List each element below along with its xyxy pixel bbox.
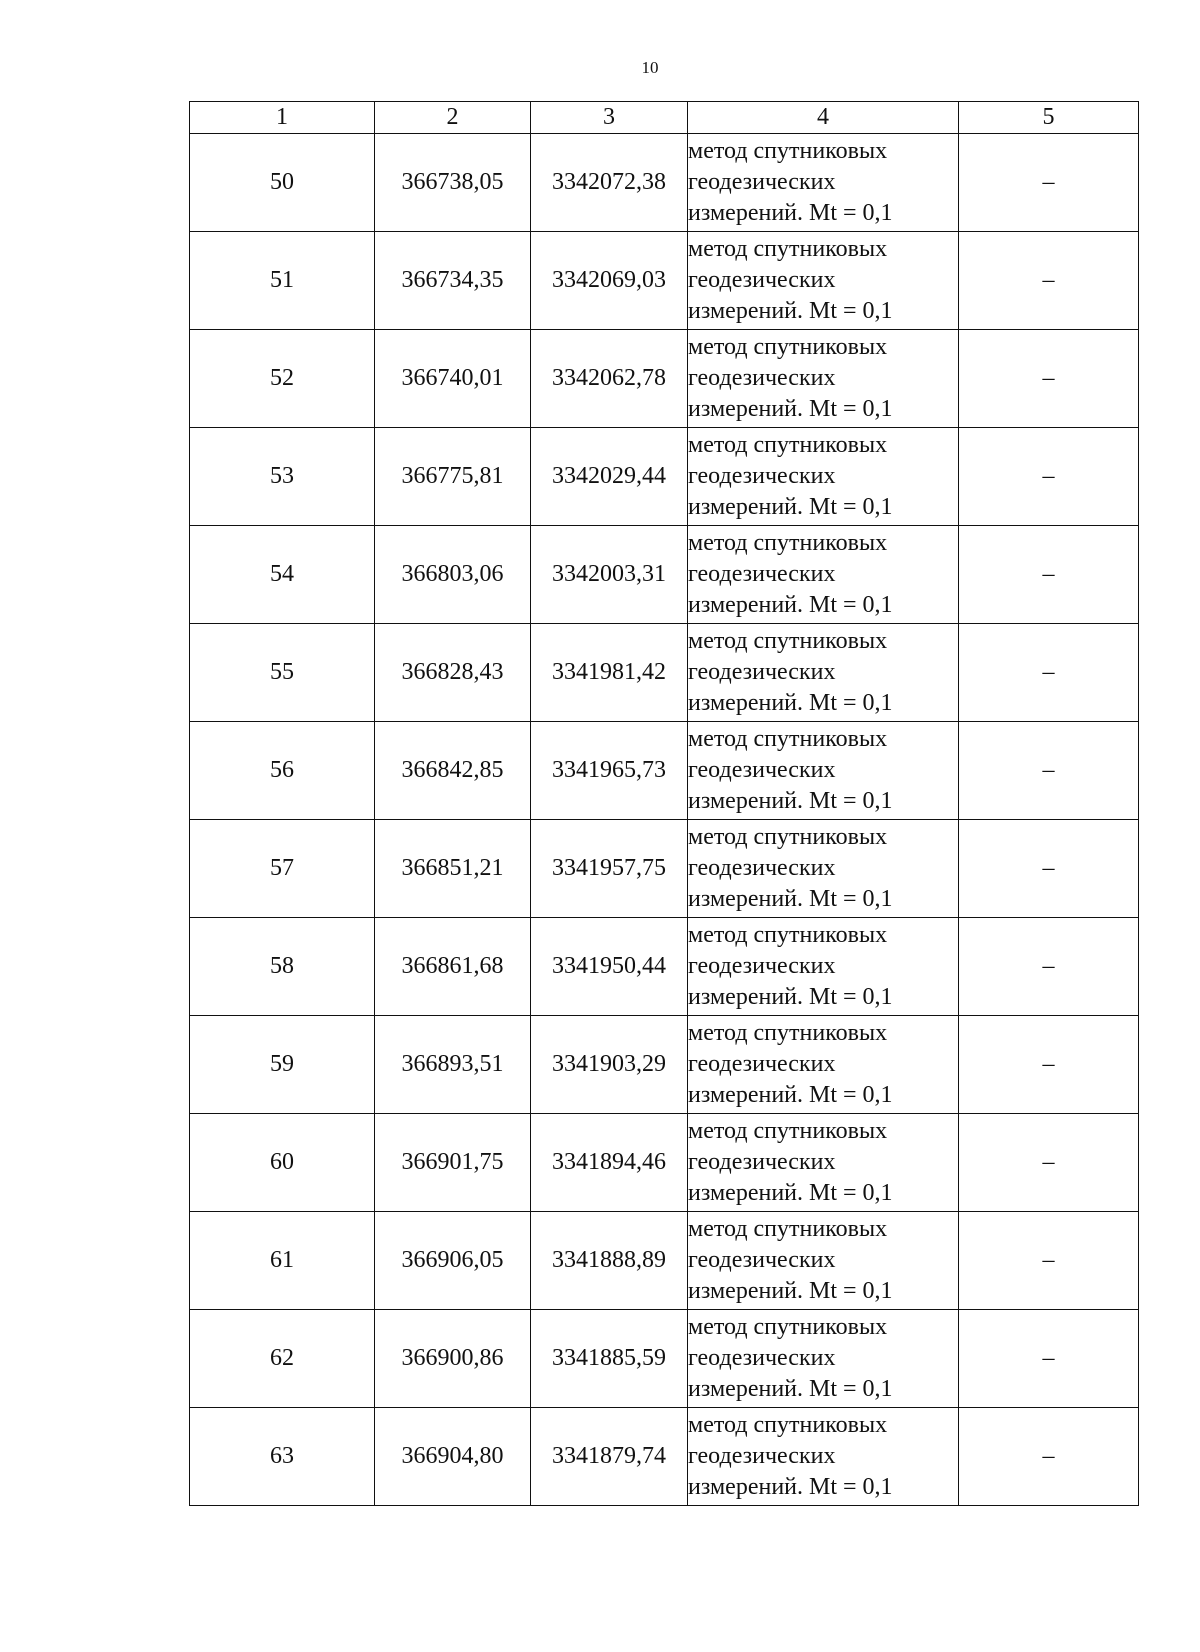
note-cell: – <box>959 134 1139 232</box>
method-text-line: геодезических <box>688 561 836 587</box>
method-text-line: измерений. Mt = 0,1 <box>688 592 893 618</box>
method-text-line: метод спутниковых <box>688 1216 888 1242</box>
table-row <box>190 1310 1139 1408</box>
y-coordinate-cell: 3341894,46 <box>531 1114 688 1212</box>
method-text-line: геодезических <box>688 1247 836 1273</box>
x-coordinate-cell: 366900,86 <box>375 1310 531 1408</box>
method-text-line: метод спутниковых <box>688 1412 888 1438</box>
point-number-cell: 51 <box>190 232 375 330</box>
method-cell <box>688 428 959 526</box>
point-number-cell: 54 <box>190 526 375 624</box>
y-coordinate-cell: 3341888,89 <box>531 1212 688 1310</box>
point-number-cell: 57 <box>190 820 375 918</box>
point-number-cell: 52 <box>190 330 375 428</box>
x-coordinate-cell: 366775,81 <box>375 428 531 526</box>
point-number-cell: 55 <box>190 624 375 722</box>
point-number-cell: 53 <box>190 428 375 526</box>
column-header: 2 <box>375 102 531 134</box>
x-coordinate-cell: 366851,21 <box>375 820 531 918</box>
method-cell <box>688 232 959 330</box>
method-text-line: геодезических <box>688 365 836 391</box>
method-text-line: геодезических <box>688 1149 836 1175</box>
method-text-line: измерений. Mt = 0,1 <box>688 1180 893 1206</box>
method-cell <box>688 330 959 428</box>
x-coordinate-cell: 366738,05 <box>375 134 531 232</box>
method-text-line: геодезических <box>688 267 836 293</box>
x-coordinate-cell: 366740,01 <box>375 330 531 428</box>
note-cell: – <box>959 330 1139 428</box>
method-cell <box>688 1114 959 1212</box>
table-row <box>190 428 1139 526</box>
note-cell: – <box>959 1114 1139 1212</box>
column-header: 3 <box>531 102 688 134</box>
method-cell <box>688 820 959 918</box>
table-row <box>190 1016 1139 1114</box>
table-row <box>190 722 1139 820</box>
x-coordinate-cell: 366893,51 <box>375 1016 531 1114</box>
x-coordinate-cell: 366734,35 <box>375 232 531 330</box>
point-number-cell: 62 <box>190 1310 375 1408</box>
y-coordinate-cell: 3341903,29 <box>531 1016 688 1114</box>
y-coordinate-cell: 3341981,42 <box>531 624 688 722</box>
method-text-line: метод спутниковых <box>688 628 888 654</box>
x-coordinate-cell: 366803,06 <box>375 526 531 624</box>
note-cell: – <box>959 1310 1139 1408</box>
method-text-line: измерений. Mt = 0,1 <box>688 1082 893 1108</box>
note-cell: – <box>959 722 1139 820</box>
column-header: 4 <box>688 102 959 134</box>
table-row <box>190 134 1139 232</box>
point-number-cell: 63 <box>190 1408 375 1506</box>
method-text-line: метод спутниковых <box>688 922 888 948</box>
method-text-line: измерений. Mt = 0,1 <box>688 200 893 226</box>
point-number-cell: 59 <box>190 1016 375 1114</box>
x-coordinate-cell: 366906,05 <box>375 1212 531 1310</box>
method-text-line: метод спутниковых <box>688 236 888 262</box>
point-number-cell: 60 <box>190 1114 375 1212</box>
method-text-line: метод спутниковых <box>688 1118 888 1144</box>
method-text-line: геодезических <box>688 659 836 685</box>
point-number-cell: 50 <box>190 134 375 232</box>
method-text-line: метод спутниковых <box>688 824 888 850</box>
x-coordinate-cell: 366828,43 <box>375 624 531 722</box>
column-header: 1 <box>190 102 375 134</box>
note-cell: – <box>959 526 1139 624</box>
y-coordinate-cell: 3342029,44 <box>531 428 688 526</box>
method-text-line: геодезических <box>688 757 836 783</box>
note-cell: – <box>959 1408 1139 1506</box>
table-row <box>190 1212 1139 1310</box>
method-cell <box>688 526 959 624</box>
method-text-line: измерений. Mt = 0,1 <box>688 1474 893 1500</box>
y-coordinate-cell: 3342069,03 <box>531 232 688 330</box>
note-cell: – <box>959 428 1139 526</box>
method-cell <box>688 722 959 820</box>
method-cell <box>688 134 959 232</box>
y-coordinate-cell: 3341965,73 <box>531 722 688 820</box>
method-text-line: измерений. Mt = 0,1 <box>688 396 893 422</box>
y-coordinate-cell: 3341950,44 <box>531 918 688 1016</box>
method-text-line: геодезических <box>688 463 836 489</box>
method-text-line: измерений. Mt = 0,1 <box>688 298 893 324</box>
x-coordinate-cell: 366901,75 <box>375 1114 531 1212</box>
method-text-line: метод спутниковых <box>688 138 888 164</box>
method-text-line: метод спутниковых <box>688 1314 888 1340</box>
method-text-line: метод спутниковых <box>688 1020 888 1046</box>
method-text-line: метод спутниковых <box>688 726 888 752</box>
table-row <box>190 820 1139 918</box>
column-header: 5 <box>959 102 1139 134</box>
method-text-line: метод спутниковых <box>688 530 888 556</box>
method-cell <box>688 1408 959 1506</box>
method-text-line: измерений. Mt = 0,1 <box>688 690 893 716</box>
note-cell: – <box>959 1212 1139 1310</box>
point-number-cell: 56 <box>190 722 375 820</box>
method-text-line: геодезических <box>688 169 836 195</box>
method-text-line: метод спутниковых <box>688 432 888 458</box>
method-text-line: измерений. Mt = 0,1 <box>688 494 893 520</box>
point-number-cell: 61 <box>190 1212 375 1310</box>
note-cell: – <box>959 820 1139 918</box>
table-row <box>190 1114 1139 1212</box>
method-text-line: измерений. Mt = 0,1 <box>688 1376 893 1402</box>
method-text-line: геодезических <box>688 1443 836 1469</box>
method-text-line: метод спутниковых <box>688 334 888 360</box>
table-row <box>190 1408 1139 1506</box>
table-header-row <box>190 102 1139 134</box>
page-number: 10 <box>641 58 659 77</box>
method-text-line: измерений. Mt = 0,1 <box>688 886 893 912</box>
table-row <box>190 624 1139 722</box>
y-coordinate-cell: 3341957,75 <box>531 820 688 918</box>
method-cell <box>688 1310 959 1408</box>
y-coordinate-cell: 3342072,38 <box>531 134 688 232</box>
table-row <box>190 918 1139 1016</box>
x-coordinate-cell: 366904,80 <box>375 1408 531 1506</box>
table-row <box>190 232 1139 330</box>
method-cell <box>688 624 959 722</box>
method-text-line: геодезических <box>688 953 836 979</box>
x-coordinate-cell: 366861,68 <box>375 918 531 1016</box>
table-body <box>190 134 1139 1506</box>
method-cell <box>688 1016 959 1114</box>
y-coordinate-cell: 3341879,74 <box>531 1408 688 1506</box>
y-coordinate-cell: 3342062,78 <box>531 330 688 428</box>
method-text-line: измерений. Mt = 0,1 <box>688 984 893 1010</box>
method-text-line: измерений. Mt = 0,1 <box>688 1278 893 1304</box>
table-row <box>190 330 1139 428</box>
note-cell: – <box>959 624 1139 722</box>
table-row <box>190 526 1139 624</box>
method-text-line: геодезических <box>688 855 836 881</box>
note-cell: – <box>959 918 1139 1016</box>
method-cell <box>688 1212 959 1310</box>
method-cell <box>688 918 959 1016</box>
note-cell: – <box>959 1016 1139 1114</box>
note-cell: – <box>959 232 1139 330</box>
y-coordinate-cell: 3342003,31 <box>531 526 688 624</box>
method-text-line: измерений. Mt = 0,1 <box>688 788 893 814</box>
point-number-cell: 58 <box>190 918 375 1016</box>
coordinates-table <box>189 101 1139 1506</box>
x-coordinate-cell: 366842,85 <box>375 722 531 820</box>
method-text-line: геодезических <box>688 1051 836 1077</box>
y-coordinate-cell: 3341885,59 <box>531 1310 688 1408</box>
method-text-line: геодезических <box>688 1345 836 1371</box>
